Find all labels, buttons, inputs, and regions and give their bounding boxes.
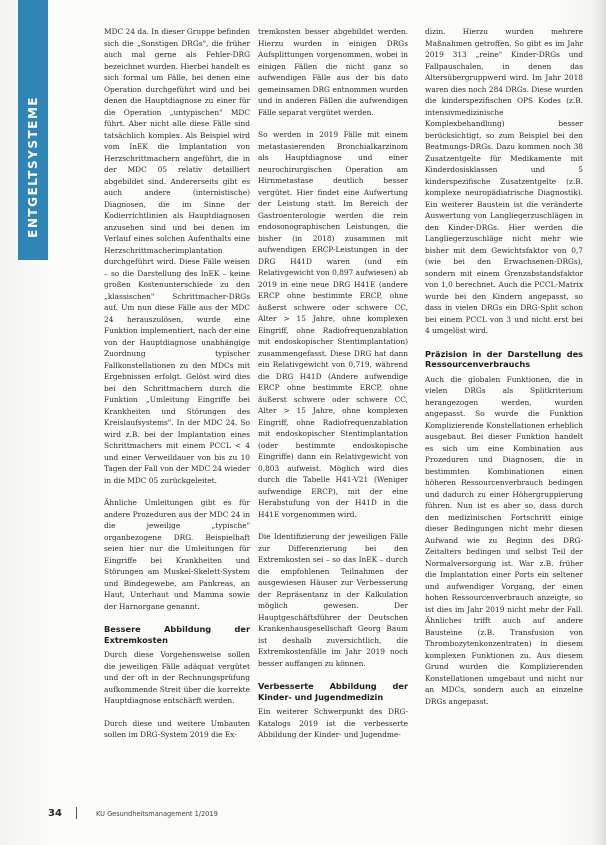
paragraph: Die Identifizierung der jeweiligen Fälle zur Differenzierung bei den Extremkosten sei – so das InEK – durch die empfohlenen Teilnahmen der ausgewiesen Häuser zur Verbesserung der Repräsentanz in der Kalkulation möglich gewesen. Der Hauptgeschäftsführer der Deutschen Krankenhausgesellschaft Georg Baum ist deshalb zuversichtlich, die Extremkostenfälle im Jahr 2019 noch besser auffangen zu können. (258, 532, 408, 668)
page-footer (0, 806, 606, 826)
section-tab (18, 0, 48, 260)
page-number: 34 (48, 808, 62, 819)
paragraph: Durch diese Vorgehensweise sollen die jeweiligen Fälle adäquat vergütet und der oft in der Rechnungsprüfung aufkommende Streit über die korrekte Hauptdiagnose entschärft werden. (104, 650, 250, 705)
section-heading: Präzision in der Darstellung des Ressourcenverbrauchs (425, 348, 583, 369)
paragraph: MDC 24 da. In dieser Gruppe befinden sich die „Sonstigen DRGs", die früher auch mal gerne als Fehler-DRG bezeichnet wurden. Hierbei handelt es sich formal um Fälle, bei denen eine Operation durchgeführt wird und bei denen die Hauptdiagnose zu einer für die Operation „untypischen" MDC führt. Aber nicht alle diese Fälle sind tatsächlich komplex. Als Beispiel wird vom InEK die Implantation von Herzschrittmachern angeführt, die in der MDC 05 relativ detailliert abgebildet sind. Andererseits gibt es auch andere (internistische) Diagnosen, die im Sinne der Kodierrichtlinien als Hauptdiagnosen anzusehen sind und bei denen im Verlauf eines solchen Aufenthalts eine Herzschrittmacherimplantation durchgeführt wird. Diese Fälle weisen – so die Darstellung des InEK – keine großen Kostenunterschiede zu den „klassischen" Schrittmacher-DRGs auf. Um nun diese Fälle aus der MDC 24 herauszulösen, wurde eine Funktion implementiert, nach der eine von der Hauptdiagnose unabhängige Zuordnung typischer Fallkonstellationen zu den MDCs mit Ergebnissen erfolgt. Gelöst wird dies bei den Schrittmachern durch die Funktion „Umleitung Eingriffe bei Krankheiten und Störungen des Kreislaufsystems". In der MDC 24. So wird z.B. bei der Implantation eines Schrittmachers mit einem PCCL < 4 und einer Verweildauer von bis zu 10 Tagen der Fall von der MDC 24 wieder in die MDC 05 zurückgeleitet. (104, 27, 250, 485)
section-heading: Verbesserte Abbildung der Kinder- und Jugendmedizin (258, 681, 408, 702)
paragraph: dizin. Hierzu wurden mehrere Maßnahmen getroffen. So gibt es im Jahr 2019 313 „reine" Kinder-DRGs und Fallpauschalen, in denen das Altersübergruppwerd wird. Im Jahr 2018 waren dies noch 284 DRGs. Diese wurden die kinderspezifischen OPS Kodes (z.B. intensivmedizinische Komplexbehandlung) besser berücksichtigt, so zum Beispiel bei den Beatmungs-DRGs. Dazu kommen noch 38 Zusatzentgelte für Medikamente mit Kinderdosisklassen und 5 kinderspezifische Zusatzentgelte (z.B. komplexe neuropädiatrische Diagnostik). Ein weiterer Baustein ist die veränderte Auswertung von Langliegerzuschlägen in den Kinder-DRGs. Hier werden die Langliegerzuschläge nicht mehr wie bisher mit dem Gewichtsfaktor von 0,7 (wie bei den Erwachsenen-DRGs), sondern mit einem Grenzabstandsfaktor von 1,0 berechnet. Auch die PCCL-Matrix wurde bei den Kindern angepasst, so dass in vielen DRGs ein DRG-Split schon bei einem PCCL von 3 und nicht erst bei 4 umgelöst wird. (425, 27, 583, 335)
text-column-2 (258, 26, 408, 741)
page-edge-shadow (594, 0, 606, 845)
paragraph: Ein weiterer Schwerpunkt des DRG-Katalogs 2019 ist die verbesserte Abbildung der Kinder- und Jugendme- (258, 707, 408, 739)
section-tab-label: ENTGELTSYSTEME (26, 96, 40, 238)
footer-divider (76, 807, 77, 819)
paragraph: Ähnliche Umleitungen gibt es für andere Prozeduren aus der MDC 24 in die jeweilige „typische" organbezogene DRG. Beispielhaft seien hier nur die Umleitungen für Eingriffe bei Krankheiten und Störungen am Muskel-Skelett-System und Bindegewebe, am Pankreas, an Haut, Unterhaut und Mamma sowie der Harnorgane genannt. (104, 498, 250, 611)
paragraph: Auch die globalen Funktionen, die in vielen DRGs als Splitkriterium herangezogen werden, wurden angepasst. So wurde die Funktion Komplizierende Konstellationen erheblich ausgebaut. Bei dieser Funktion handelt es sich um eine Kombination aus Prozeduren und Diagnosen, die in bestimmten Kombinationen einen höheren Ressourcenverbrauch bedingen und dadurch zu einer Höhergruppierung führen. Nun ist es aber so, dass durch den medizinischen Fortschritt einige dieser Bedingungen nicht mehr diesen Aufwand wie zu Beginn des DRG-Zeitalters bedingen und selbst Teil der Normalversorgung ist. War z.B. früher die Implantation einer Ports ein seltener und aufwendiger Vorgang, der einen hohen Ressourcenverbrauch anzeigte, so ist dies im Jahr 2019 nicht mehr der Fall. Ähnliches trifft auch auf andere Bausteine (z.B. Transfusion von Thrombozytenkonzentraten) in diesem komplexen Funktionen zu. Aus diesem Grund wurden die Komplizierenden Konstellationen umgebaut und nicht nur an MDCs, sondern auch an einzelne DRGs angepasst. (425, 374, 583, 706)
text-column-3 (425, 26, 583, 707)
paragraph: tremkosten besser abgebildet werden. Hierzu wurden in einigen DRGs Aufsplittungen vorgenommen, wobei in einigen Fällen die nicht ganz so aufwendigen Fälle aus der bis dato gemeinsamen DRG entnommen wurden und in anderen Fällen die aufwendigen Fälle separat vergütet werden. (258, 27, 408, 117)
section-heading: Bessere Abbildung der Extremkosten (104, 624, 250, 645)
text-column-1 (104, 26, 250, 741)
publication-source: KU Gesundheitsmanagement 1/2019 (96, 810, 218, 818)
paragraph: So werden in 2019 Fälle mit einem metastasierenden Bronchialkarzinom als Hauptdiagnose und einer neurochirurgischen Operation am Hirnmetastase deutlich besser vergütet. Hier findet eine Aufwertung der Leistung statt. Im Bereich der Gastroenterologie werden die rein endosonographischen Leistungen, die bisher (in 2018) zusammen mit aufwendigen ERCP-Leistungen in der DRG H41D waren (und ein Relativgewicht von 0,897 aufwiesen) ab 2019 in eine neue DRG H41E (andere ERCP ohne bestimmte ERCP, ohne äußerst schwere oder schwere CC, Alter > 15 Jahre, ohne komplexen Eingriff, ohne Radiofrequenzablation mit endoskopischer Stentimplantation) zusammengefasst. Diese DRG hat dann ein Relativgewicht von 0,719, während die DRG H41D (Andere aufwendige ERCP ohne bestimmte ERCP, ohne äußerst schwere oder schwere CC, Alter > 15 Jahre, ohne komplexen Eingriff, ohne Radiofrequenzablation mit endoskopischer Stentimplantation (oder bestimmte endoskopische Eingriffe) dann ein Relativgewicht von 0,803 aufweist. Möglich wird dies durch die Tabelle H41-V21 (Weniger aufwendige ERCP), mit der eine Herabstufung von der H41D in die H41E vorgenommen wird. (258, 130, 408, 519)
paragraph: Durch diese und weitere Umbauten sollen im DRG-System 2019 die Ex- (104, 718, 250, 739)
